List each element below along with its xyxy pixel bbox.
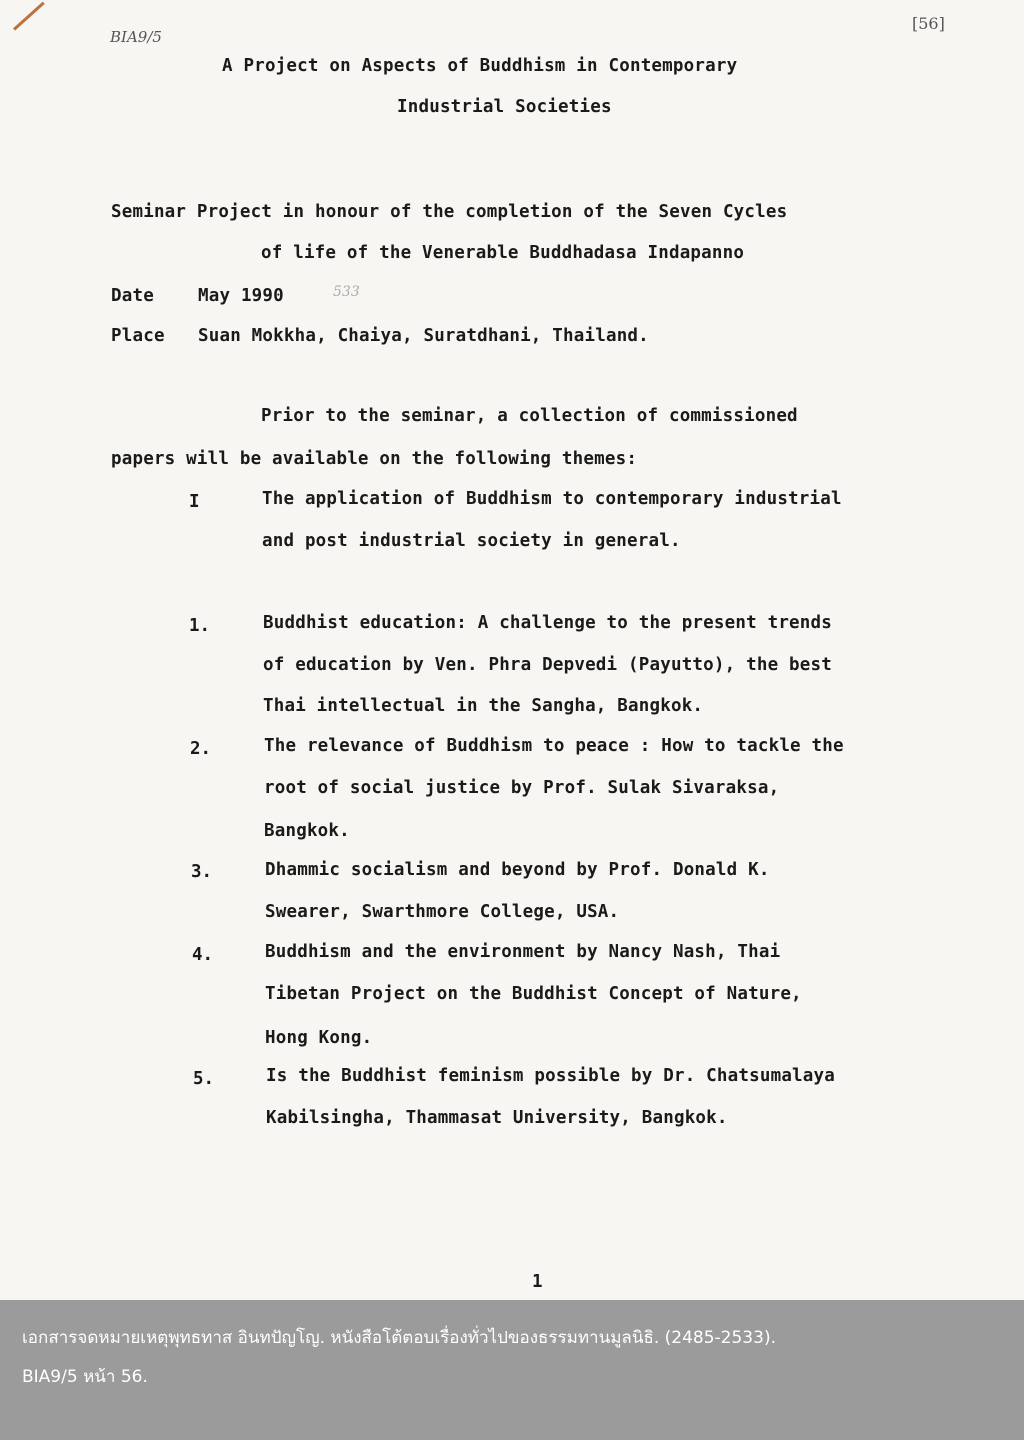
paper-line: The relevance of Buddhism to peace : How to tackle the [264,736,844,756]
caption-line-2: BIA9/5 หน้า 56. [22,1367,148,1387]
paper-line: Kabilsingha, Thammasat University, Bangkok. [266,1108,728,1128]
paper-line: Tibetan Project on the Buddhist Concept of Nature, [265,984,802,1004]
paper-line: Dhammic socialism and beyond by Prof. Donald K. [265,860,770,880]
seminar-line-2: of life of the Venerable Buddhadasa Indapanno [261,243,745,263]
paper-number: 3. [191,862,213,882]
seminar-line-1: Seminar Project in honour of the completion of the Seven Cycles [111,202,788,222]
title-line-2: Industrial Societies [397,97,612,117]
title-line-1: A Project on Aspects of Buddhism in Contemporary [222,56,738,76]
paper-number: 5. [193,1069,215,1089]
paper-line: Is the Buddhist feminism possible by Dr. Chatsumalaya [266,1066,836,1086]
caption-line-1: เอกสารจดหมายเหตุพุทธทาส อินทปัญโญ. หนังสือโต้ตอบเรื่องทั่วไปของธรรมทานมูลนิธิ. (2485-2533). [22,1328,776,1348]
date-value: May 1990 [198,286,284,306]
theme-line-2: and post industrial society in general. [262,531,681,551]
archive-caption-bar [0,1300,1024,1440]
intro-line-1: Prior to the seminar, a collection of commissioned [261,406,798,426]
paper-line: Thai intellectual in the Sangha, Bangkok. [263,696,704,716]
paper-line: Swearer, Swarthmore College, USA. [265,902,620,922]
place-value: Suan Mokkha, Chaiya, Suratdhani, Thailand. [198,326,649,346]
paper-number: 2. [190,739,212,759]
page-reference-note: [56] [912,14,945,33]
intro-line-2: papers will be available on the following themes: [111,449,638,469]
date-label: Date [111,286,154,306]
theme-marker: I [189,492,200,512]
paper-line: of education by Ven. Phra Depvedi (Payutto), the best [263,655,833,675]
pencil-mark [13,2,45,31]
place-label: Place [111,326,165,346]
archive-code-note: BIA9/5 [110,28,162,46]
theme-line-1: The application of Buddhism to contemporary industrial [262,489,842,509]
paper-line: Buddhism and the environment by Nancy Nash, Thai [265,942,781,962]
paper-line: Hong Kong. [265,1028,373,1048]
paper-number: 1. [189,616,211,636]
date-pencil-note: 533 [333,284,360,300]
paper-line: Buddhist education: A challenge to the present trends [263,613,833,633]
paper-number: 4. [192,945,214,965]
paper-line: Bangkok. [264,821,350,841]
paper-line: root of social justice by Prof. Sulak Sivaraksa, [264,778,780,798]
page-number: 1 [532,1272,543,1292]
